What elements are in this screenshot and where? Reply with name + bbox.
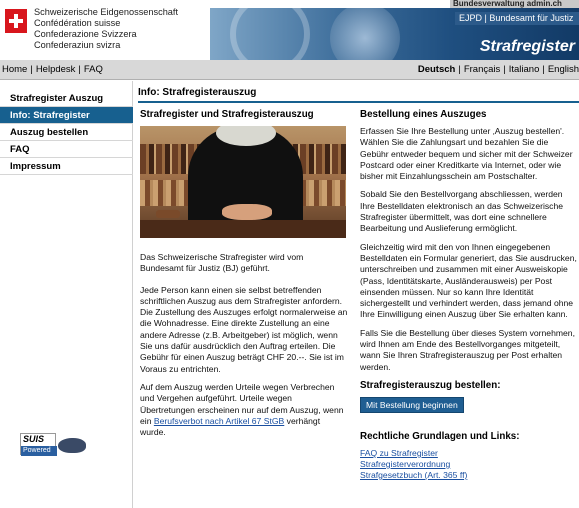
language-en[interactable]: English [547,64,579,75]
sidebar-item-impressum[interactable]: Impressum [0,158,133,175]
sidebar-item-strafregister-auszug[interactable]: Strafregister Auszug [0,90,133,107]
app-title: Strafregister [479,38,575,55]
top-navigation [0,60,579,80]
sidebar-item-info-strafregister[interactable]: Info: Strafregister [0,107,133,124]
judgements-text: Auf dem Auszug werden Urteile wegen Verbrechen und Vergehen aufgeführt. Urteile wegen Übertretungen erscheinen nur auf dem Auszug, wenn ein [140,381,344,426]
separator: | [503,64,506,75]
desk [140,220,346,238]
gavel-icon [156,210,180,218]
language-it[interactable]: Italiano [508,64,540,75]
judge-photo [140,126,346,238]
helpdesk-link[interactable]: Helpdesk [35,64,76,75]
department-link[interactable]: EJPD | Bundesamt für Justiz [455,12,579,25]
order-paragraph-4: Falls Sie die Bestellung über dieses System vornehmen, wird Ihnen am Ende des Bestellvorganges mitgeteilt, wann Sie Ihren Strafregisterauszug per Post erhalten werden. [360,327,575,372]
strafregisterverordnung-link[interactable]: Strafregisterverordnung [360,458,451,469]
suis-logo [20,433,90,455]
admin-link[interactable]: Bundesverwaltung admin.ch [450,0,579,8]
sidebar [0,81,133,508]
pig-icon [58,438,86,453]
order-paragraph-2: Sobald Sie den Bestellvorgang abschliessen, werden Ihre Bestelldaten elektronisch an das Schweizerische Strafregister übermittelt, was dort eine schnellere Bearbeitung und Auslieferung ermöglicht. [360,189,564,234]
faq-link[interactable]: FAQ [83,64,103,75]
confederation-fr: Confédération suisse [34,18,121,28]
language-fr[interactable]: Français [463,64,501,75]
links-heading: Rechtliche Grundlagen und Links: [360,430,520,442]
confederation-de: Schweizerische Eidgenossenschaft [34,7,179,17]
banner-decoration [330,8,400,60]
language-switcher [418,64,579,75]
faq-strafregister-link[interactable]: FAQ zu Strafregister [360,447,438,458]
right-column [360,109,579,481]
separator: | [30,64,33,75]
sidebar-item-auszug-bestellen[interactable]: Auszug bestellen [0,124,133,141]
language-de[interactable]: Deutsch [417,64,456,75]
start-order-button[interactable]: Mit Bestellung beginnen [360,397,464,413]
order-heading: Strafregisterauszug bestellen: [360,379,501,391]
sidebar-item-faq[interactable]: FAQ [0,141,133,158]
separator: | [542,64,545,75]
strafgesetzbuch-link[interactable]: Strafgesetzbuch (Art. 365 ff) [360,469,468,480]
home-link[interactable]: Home [2,64,28,75]
separator: | [78,64,81,75]
confederation-names [34,7,178,51]
left-heading: Strafregister und Strafregisterauszug [140,109,314,120]
site-header [0,0,579,60]
judgements-paragraph [140,382,348,438]
banner-decoration [230,8,310,60]
separator: | [458,64,461,75]
suis-logo-box [20,433,56,455]
confederation-rm: Confederaziun svizra [34,40,121,50]
intro-paragraph: Das Schweizerische Strafregister wird vom Bundesamt für Justiz (BJ) geführt. [140,252,304,274]
suis-powered-label: Powered [21,446,57,456]
suis-logo-text: SUIS [23,434,45,444]
page-title: Info: Strafregisterauszug [138,87,579,103]
request-paragraph: Jede Person kann einen sie selbst betreffenden schriftlichen Auszug aus dem Strafregister anfordern. Die Zustellung des Auszuges erfolgt normalerweise an die Wohnadresse. Eine direkte Zustellung an eine andere Adresse (z.B. Arbeitgeber) ist möglich, wenn Sie uns dafür ausdrücklich den Auftrag erteilen. Die Gebühr für einen Auszug beträgt CHF 20.--. Sie ist im Voraus zu entrichten. [140,284,348,374]
main-content [134,81,579,508]
judgements-text-end: verhängt wurde. [140,415,321,438]
service-links [2,64,103,75]
confederation-it: Confederazione Svizzera [34,29,137,39]
left-column [140,109,348,445]
judge-hands [222,204,272,220]
order-info-heading: Bestellung eines Auszuges [360,109,487,120]
order-paragraph-1: Erfassen Sie Ihre Bestellung unter ‚Auszug bestellen'. Wählen Sie die Zahlungsart und bezahlen Sie die Gebühr entweder bequem und sicher mit der Schweizer Postcard oder einer Kreditkarte via Internet, oder wie bisher mit Einzahlungsschein am Postschalter. [360,126,573,182]
swiss-coat-of-arms-icon [5,9,27,33]
berufsverbot-link[interactable]: Berufsverbot nach Artikel 67 StGB [153,415,285,426]
order-paragraph-3: Gleichzeitig wird mit den von Ihnen eingegebenen Bestelldaten ein Formular generiert, das Sie ausdrucken, unterschreiben und zusammen mit einer Ausweiskopie (Pass, Identitätskarte, Ausländerausweis) per Post einsenden müssen. Nur so kann Ihre Identität sichergestellt und verhindert werden, dass jemand ohne Ihre Einwilligung einen Auszug über Sie erhalten kann. [360,241,577,320]
